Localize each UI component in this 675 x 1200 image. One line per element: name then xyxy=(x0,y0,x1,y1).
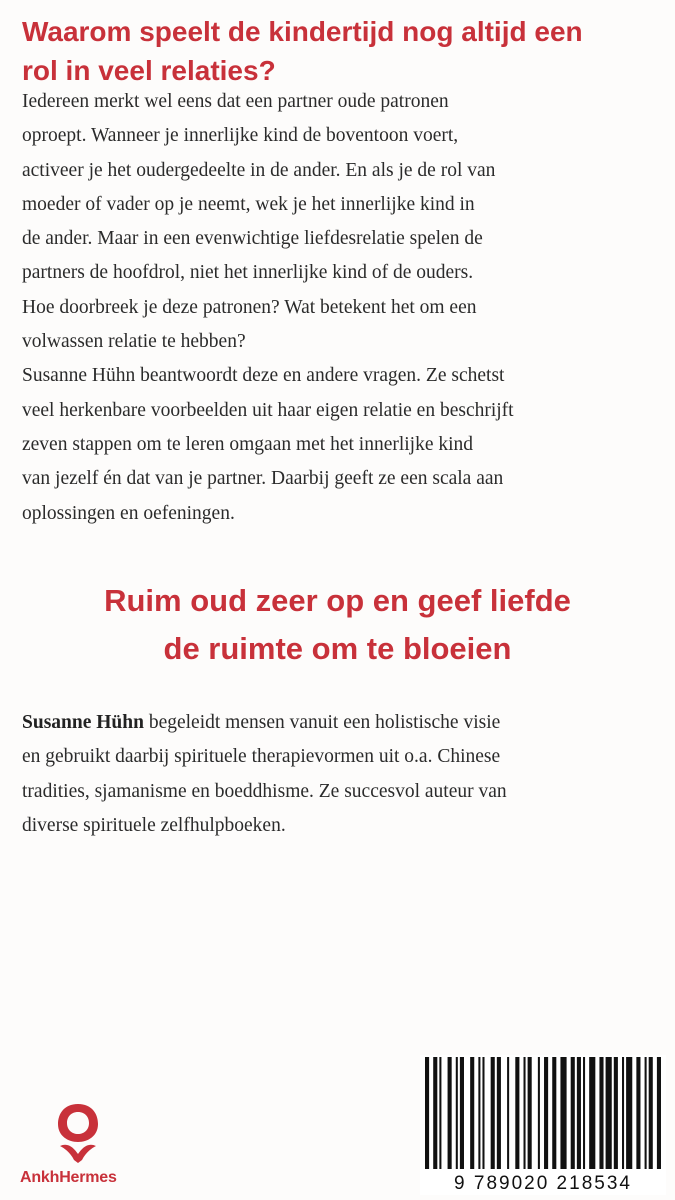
intro-paragraph xyxy=(22,85,662,531)
barcode-bar xyxy=(614,1057,618,1169)
publisher-logo xyxy=(20,1102,140,1194)
tagline-line: de ruimte om te bloeien xyxy=(163,631,512,666)
tagline-line: Ruim oud zeer op en geef liefde xyxy=(104,583,571,618)
barcode-bar xyxy=(649,1057,653,1169)
barcode-bar xyxy=(439,1057,441,1169)
intro-line: Hoe doorbreek je deze patronen? Wat betekent het om een xyxy=(22,296,477,318)
barcode-bar xyxy=(626,1057,632,1169)
intro-line: volwassen relatie te hebben? xyxy=(22,331,246,353)
barcode-bar xyxy=(577,1057,581,1169)
barcode-bar xyxy=(515,1057,519,1169)
bio-line xyxy=(22,706,662,740)
barcode-bar xyxy=(622,1057,624,1169)
tagline xyxy=(0,577,675,673)
barcode-bar xyxy=(448,1057,452,1169)
barcode-digits: 9 789020 218534 xyxy=(454,1173,632,1194)
barcode-bar xyxy=(552,1057,556,1169)
barcode-bar xyxy=(478,1057,480,1169)
heading-line: rol in veel relaties? xyxy=(22,55,276,86)
publisher-name: AnkhHermes xyxy=(20,1169,117,1186)
barcode-bars xyxy=(420,1055,666,1171)
barcode-bar xyxy=(482,1057,484,1169)
barcode-bar xyxy=(425,1057,429,1169)
barcode-bar xyxy=(571,1057,575,1169)
barcode-bar xyxy=(524,1057,526,1169)
intro-line: oplossingen en oefeningen. xyxy=(22,502,235,524)
barcode-bar xyxy=(636,1057,640,1169)
barcode-bar xyxy=(507,1057,509,1169)
barcode-bar xyxy=(433,1057,437,1169)
intro-line: oproept. Wanneer je innerlijke kind de boventoon voert, xyxy=(22,125,459,147)
barcode-bar xyxy=(657,1057,661,1169)
intro-line: partners de hoofdrol, niet het innerlijke kind of de ouders. xyxy=(22,262,474,284)
barcode-bar xyxy=(583,1057,585,1169)
intro-line: Iedereen merkt wel eens dat een partner oude patronen xyxy=(22,91,449,112)
intro-line: de ander. Maar in een evenwichtige liefdesrelatie spelen de xyxy=(22,228,483,250)
barcode-bar xyxy=(456,1057,458,1169)
barcode-bar xyxy=(460,1057,464,1169)
barcode-bar xyxy=(491,1057,495,1169)
barcode-bar xyxy=(497,1057,501,1169)
cover-heading xyxy=(22,12,662,90)
barcode-bar xyxy=(560,1057,566,1169)
barcode-bar xyxy=(528,1057,532,1169)
barcode-bar xyxy=(470,1057,474,1169)
barcode-bar xyxy=(599,1057,603,1169)
barcode-bar xyxy=(606,1057,612,1169)
barcode-bar xyxy=(538,1057,540,1169)
author-bio xyxy=(22,706,662,843)
heading-line: Waarom speelt de kindertijd nog altijd een xyxy=(22,16,583,47)
bio-line: diverse spirituele zelfhulpboeken. xyxy=(22,814,286,836)
bio-line: en gebruikt daarbij spirituele therapievormen uit o.a. Chinese xyxy=(22,746,501,768)
bio-first-line-text: begeleidt mensen vanuit een holistische visie xyxy=(143,712,501,733)
intro-line: moeder of vader op je neemt, wek je het innerlijke kind in xyxy=(22,193,475,215)
barcode-bar xyxy=(589,1057,595,1169)
author-name: Susanne Hühn xyxy=(22,712,144,733)
intro-line: veel herkenbare voorbeelden uit haar eigen relatie en beschrijft xyxy=(22,399,514,421)
isbn-barcode xyxy=(420,1055,666,1195)
bio-line: tradities, sjamanisme en boeddhisme. Ze succesvol auteur van xyxy=(22,780,507,802)
intro-line: van jezelf én dat van je partner. Daarbij geeft ze een scala aan xyxy=(22,468,504,490)
barcode-bar xyxy=(645,1057,647,1169)
intro-line: zeven stappen om te leren omgaan met het innerlijke kind xyxy=(22,433,474,455)
intro-line: activeer je het oudergedeelte in de ander. En als je de rol van xyxy=(22,159,496,181)
barcode-bar xyxy=(544,1057,548,1169)
intro-line: Susanne Hühn beantwoordt deze en andere vragen. Ze schetst xyxy=(22,365,505,387)
ankhhermes-logo-icon xyxy=(54,1102,102,1164)
